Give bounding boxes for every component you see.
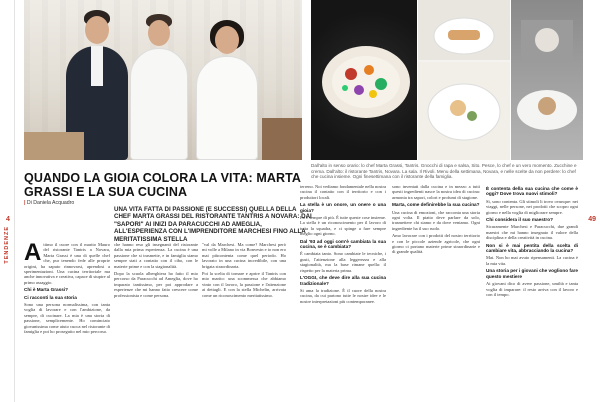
byline-marker: |	[24, 200, 26, 206]
article-column-2	[114, 242, 198, 300]
margin-rule	[14, 0, 15, 402]
interview-question: Dal '93 ad oggi com'è cambiata la sua cucina, se è cambiata?	[300, 238, 386, 250]
dish-illustration	[418, 0, 510, 160]
article-column-5	[392, 184, 480, 257]
food-photo-plated-fish	[418, 0, 510, 160]
article-paragraph: Amo lavorare con i prodotti del nostro territorio e con le piccole aziende agricole, che ogni giorno ci portano materie prime straordinarie e di grande qualità.	[392, 233, 480, 255]
photo-table	[24, 132, 84, 160]
right-margin	[582, 0, 600, 402]
interview-question: La stella è un onore, un onere o una gioia?	[300, 202, 386, 213]
article-byline	[24, 200, 74, 206]
chef-group-photo	[24, 0, 302, 160]
person-young-chef	[128, 14, 190, 160]
article-paragraph: terreno. Noi vediamo fondamentale nella nostra cucina il contatto con il territorio e con i produttori locali.	[300, 184, 386, 200]
article-paragraph: Sono una persona normalissima, con tanta voglia di lavorare e con l'ambizione, da sempre, di cucinare. La mia è una storia di passione, semplicemente. Ho cominciato giovanissima come aiuto cuoca nel ristorante di famiglia e poi ho proseguito nel mio percorso.	[24, 302, 110, 335]
article-paragraph: Lo è sempre di più. È tutte queste cose insieme. La stella è un riconoscimento per il lavoro di tutta la squadra, e ci spinge a fare sempre meglio ogni giorno.	[300, 215, 386, 237]
interview-question: Chi è Marta Grassi?	[24, 287, 69, 293]
article-paragraph: È cambiata tanto. Sono cambiate le tecniche, i gusti, l'attenzione alla leggerezza e alla stagionalità, ma la base rimane quella: il rispetto per la materia prima.	[300, 251, 386, 273]
food-photo-dessert	[511, 0, 583, 160]
article-column-4	[300, 184, 386, 306]
article-intro: UNA VITA FATTA DI PASSIONE (E SUCCESSI) QUELLA DELLA CHEF MARTA GRASSI DEL RISTORANTE TANTRIS A NOVARA: DAI "SAPORI" AI INIZI DA PARACUCCHI AD AMEGLIA, ALL'ESPERIENZA CON L'IMPRENDITORE MARCHESI FINO ALLA MERITATISSIMA STELLA	[114, 206, 312, 243]
byline-author: Daniela Acquadro	[33, 200, 75, 206]
interview-question: Ci racconti la sua storia	[24, 294, 77, 300]
article-paragraph: Dopo la scuola alberghiera ho fatto il mio percorso da Paracucchi ad Ameglia, dove ho imparato tantissimo, per poi approdare a esperienze che mi hanno fatto crescere come professionista e come persona.	[114, 271, 198, 298]
page-number-right: 49	[588, 216, 596, 223]
article-column-6	[486, 184, 578, 299]
interview-question: Non si è mai pentita della scelta di cambiare vita, abbracciando la cucina?	[486, 242, 578, 254]
left-margin	[0, 0, 18, 402]
photo-caption: Dall'alto in senso orario: lo chef Marta Grassi, Tantris. Gnocchi di rapa e salsa, Sito. Pesce, lo chef e un vero momento. Zucchine e crema. Dall'alto: il ristorante Tantris, Novara. La sala. Il Rivoli. Menu della settimana, Novara, e nelle scelte da non perdere: lo chef che cucina insieme. Ogni finesettimana con il ristorante della famiglia.	[311, 163, 577, 180]
article-column-3	[202, 242, 286, 300]
article-paragraph: Sì, sono contenta. Gli stimoli li trovo ovunque: nei viaggi, nelle persone, nei prodotti che scopro ogni giorno e nella voglia di migliorare sempre.	[486, 198, 578, 215]
article-paragraph: Poi la scelta di tornare e aprire il Tantris con mio marito: una scommessa che abbiamo vinto con il lavoro, la passione e l'attenzione ai dettagli. E con la stella Michelin, arrivata come un riconoscimento meritatissimo.	[202, 271, 286, 298]
article-paragraph: Ai giovani dico di avere passione, umiltà e tanta voglia di imparare: il resto arriva con il lavoro e con il tempo.	[486, 281, 578, 297]
byline-prefix: Di	[26, 200, 32, 206]
interview-question: L'OGGI, che deve dire alla sua cucina tradizionale?	[300, 275, 386, 286]
interview-question: Chi considera il suo maestro?	[486, 217, 553, 223]
article-paragraph: Sicuramente Marchesi e Paracucchi, due grandi maestri che mi hanno insegnato il valore della disciplina e della creatività in cucina.	[486, 224, 578, 241]
interview-question: È contenta della sua cucina che come è oggi? Dove trova nuovi stimoli?	[486, 186, 578, 197]
article-paragraph: sono inventati dalla cucina e in mezzo a tutti questi ingredienti nasce la nostra idea di cucina: armonia tra sapori, colori e profumi di stagione.	[392, 184, 480, 200]
page-number-left: 4	[6, 216, 10, 223]
interview-question: Una storia per i giovani che vogliono fare questo mestiere	[486, 268, 578, 279]
person-woman-chef	[192, 20, 262, 160]
drop-cap: A	[24, 239, 42, 266]
article-paragraph: Una cucina di emozioni, che racconta una storia ogni volta. Il piatto deve parlare da solo, trasmettere chi siamo e da dove veniamo. Ogni ingrediente ha il suo ruolo.	[392, 209, 480, 231]
food-photo-colorful-dish	[311, 0, 417, 160]
photo-chair	[262, 118, 302, 160]
article-paragraph: che hanno reso gli insegnanti del ristorante dalla mia prima esperienza. La cucina è una passione che si trasmette, e in famiglia siamo sempre stati a contatto con il cibo, con le materie prime e con la stagionalità.	[114, 242, 198, 269]
paragraph-text: ttimo il cuore con il marito Mauro del ristorante Tantris a Novara, Marta Grassi è una di quelle chef che, pur tenendo fede alle proprie origini, ha saputo rinnovarsi, aprendosi a sperimentazioni. Una cucina territoriale ma anche innovativa e creativa, capace di stupire al primo assaggio.	[24, 242, 110, 285]
article-paragraph: Si ama la tradizione. È il cuore della nostra cucina, da cui partono tutte le nostre idee e le nostre interpretazioni più contemporanee.	[300, 287, 386, 304]
food-illustration	[311, 0, 417, 160]
dessert-illustration	[511, 0, 583, 160]
interview-question: Marta, come definirebbe la sua cucina?	[392, 202, 480, 208]
article-paragraph: "val da Marchesi. Ma come? Marchesi però mi volle a Milano in via Bonvesin e io non ero mai piùcontenta come quel periodo. Ho lavorato in una cucina incredibile, con una brigata straordinaria.	[202, 242, 286, 269]
article-headline: QUANDO LA GIOIA COLORA LA VITA: MARTA GRASSI E LA SUA CUCINA	[24, 171, 301, 199]
article-paragraph	[24, 239, 110, 285]
section-label: TENDENZE	[4, 226, 10, 264]
article-column-1	[24, 239, 110, 337]
article-paragraph: Mai. Non ho mai avuto ripensamenti. La cucina è la mia vita.	[486, 255, 578, 266]
